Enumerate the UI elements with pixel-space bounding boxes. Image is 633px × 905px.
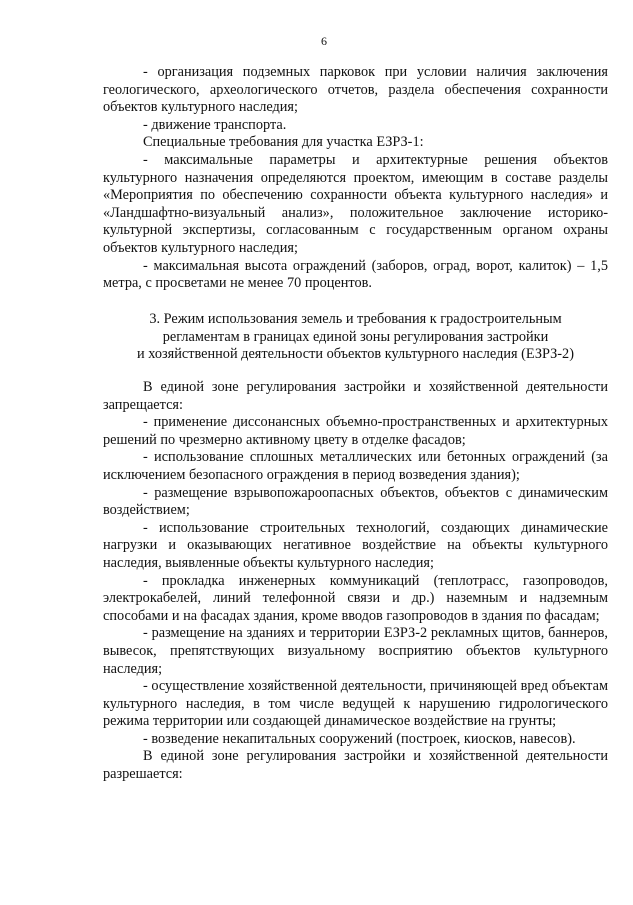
heading-line: 3. Режим использования земель и требования к градостроительным (149, 311, 562, 327)
page-number: 6 (321, 34, 328, 48)
list-item: - размещение на зданиях и территории ЕЗРЗ-2 рекламных щитов, баннеров, вывесок, препятствующих визуальному восприятию объектов культурного наследия; (103, 625, 608, 677)
paragraph: - максимальные параметры и архитектурные решения объектов культурного назначения определяются проектом, имеющим в составе разделы «Мероприятия по обеспечению сохранности объекта культурного наследия» и «Ландшафтно-визуальный анализ», положительное заключение историко-культурной экспертизы, согласованным с государственным органом охраны объектов культурного наследия; (103, 151, 608, 256)
list-item: - использование сплошных металлических или бетонных ограждений (за исключением безопасного ограждения в период возведения здания); (103, 449, 608, 483)
section-heading (103, 311, 608, 364)
list-item: - прокладка инженерных коммуникаций (теплотрасс, газопроводов, электрокабелей, линий телефонной связи и др.) наземным и надземным способами и на фасадах здания, кроме вводов газопроводов в здания по фасадам; (103, 572, 608, 624)
list-item: - размещение взрывопожароопасных объектов, объектов с динамическим воздействием; (103, 484, 608, 519)
paragraph: - максимальная высота ограждений (заборов, оград, ворот, калиток) – 1,5 метра, с просветами не менее 70 процентов. (103, 257, 608, 292)
paragraph: Специальные требования для участка ЕЗРЗ-1: (143, 134, 424, 151)
requirements-block-ezrz1 (103, 64, 608, 293)
list-item: - применение диссонансных объемно-пространственных и архитектурных решений по чрезмерно активному цвету в отделке фасадов; (103, 414, 608, 448)
heading-line: и хозяйственной деятельности объектов культурного наследия (ЕЗРЗ-2) (137, 346, 574, 363)
paragraph: - движение транспорта. (143, 116, 287, 133)
heading-line: регламентам в границах единой зоны регулирования застройки (162, 328, 549, 345)
paragraph: В единой зоне регулирования застройки и хозяйственной деятельности запрещается: (103, 379, 608, 413)
paragraph: В единой зоне регулирования застройки и хозяйственной деятельности разрешается: (103, 748, 608, 783)
list-item: - возведение некапитальных сооружений (построек, киосков, навесов). (143, 730, 576, 747)
regulations-block-ezrz2 (103, 379, 608, 784)
list-item: - использование строительных технологий, создающих динамические нагрузки и оказывающих негативное воздействие на объекты культурного наследия, выявленные объекты культурного наследия; (103, 519, 608, 571)
paragraph: - организация подземных парковок при условии наличия заключения геологического, археологического отчетов, раздела обеспечения сохранности объектов культурного наследия; (103, 64, 608, 116)
list-item: - осуществление хозяйственной деятельности, причиняющей вред объектам культурного наследия, в том числе ведущей к нарушению гидрологического режима территории или создающей динамическое воздействие на грунты; (103, 678, 608, 730)
